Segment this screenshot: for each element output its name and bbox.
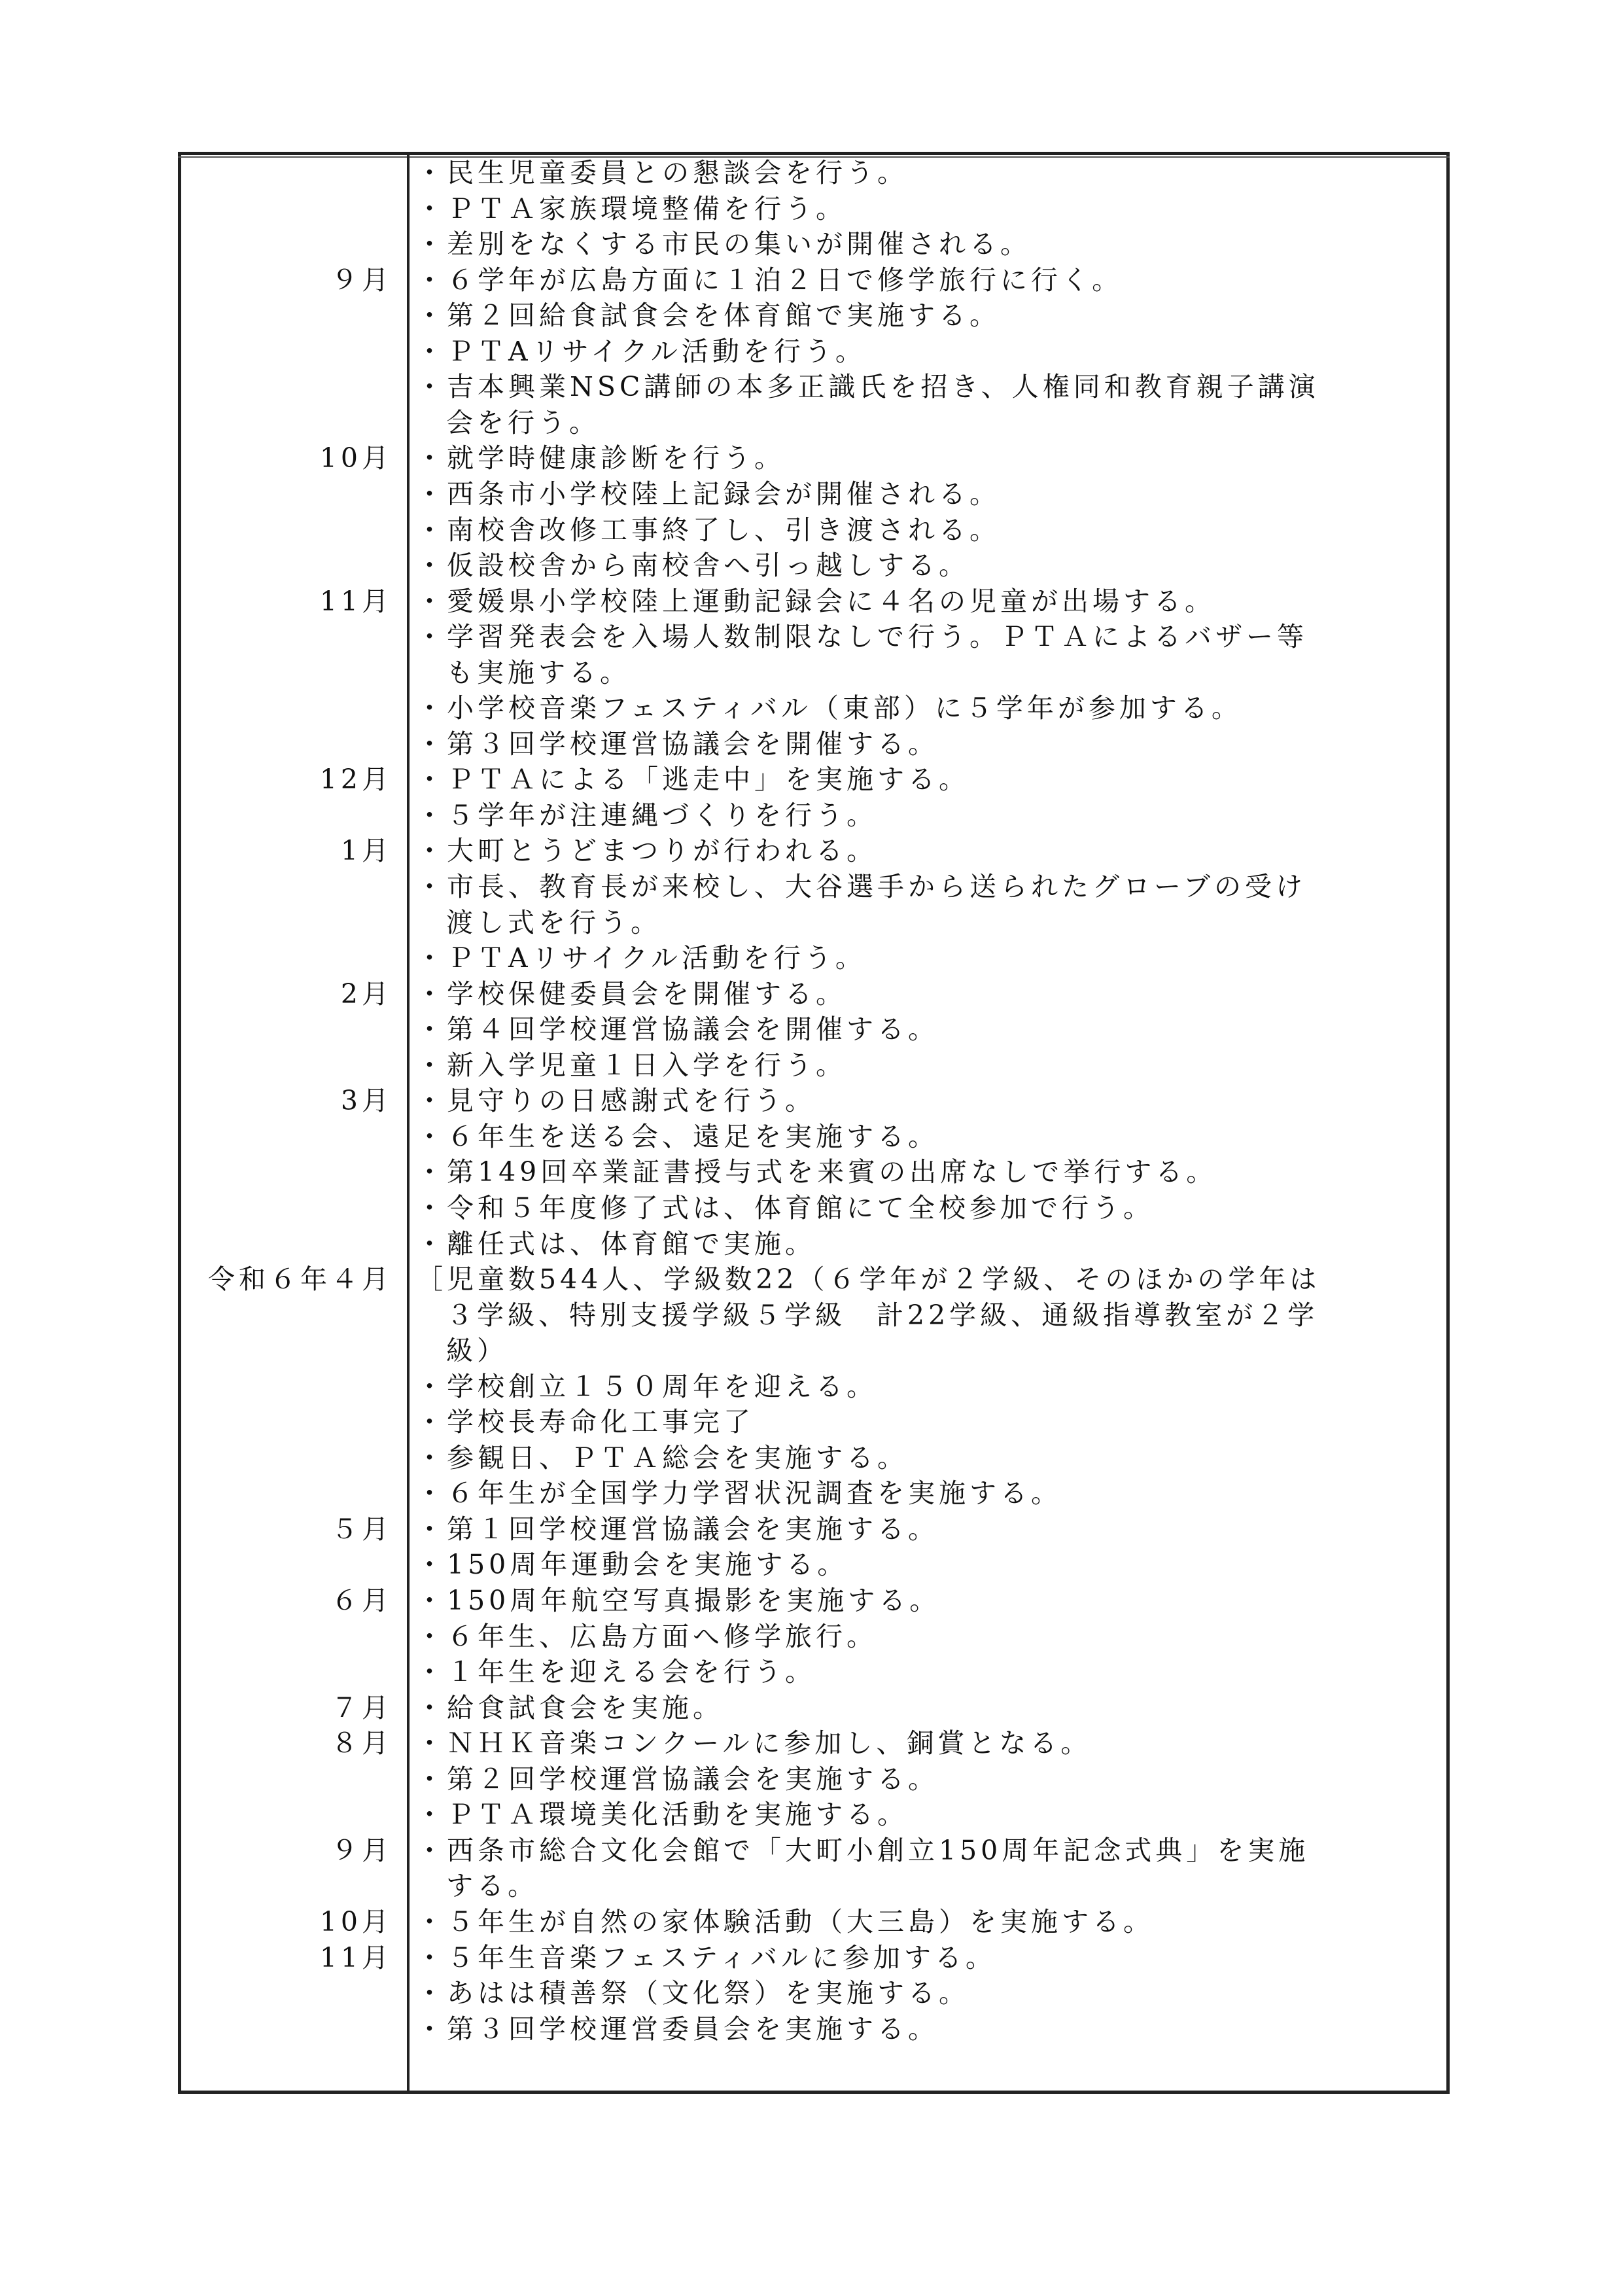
event-text: ・150周年航空写真撮影を実施する。 [416, 1585, 941, 1616]
month-cell: 11月 [319, 1941, 393, 1973]
event-text: ・愛媛県小学校陸上運動記録会に４名の児童が出場する。 [416, 585, 1215, 617]
table-row [0, 1119, 1623, 1154]
table-row [0, 726, 1623, 762]
table-row [0, 1583, 1623, 1618]
event-text: ・第３回学校運営委員会を実施する。 [416, 2013, 939, 2045]
table-row [0, 940, 1623, 976]
event-text: ・第４回学校運営協議会を開催する。 [416, 1014, 939, 1046]
table-row [0, 833, 1623, 868]
month-cell: 3月 [340, 1085, 393, 1117]
event-text: ・民生児童委員との懇談会を行う。 [416, 157, 908, 188]
table-row [0, 1012, 1623, 1047]
table-row [0, 1725, 1623, 1761]
table-row [0, 1440, 1623, 1475]
month-cell: ９月 [331, 1834, 393, 1866]
table-row [0, 1654, 1623, 1689]
month-cell: 12月 [319, 764, 393, 796]
month-cell: ６月 [331, 1585, 393, 1616]
table-row [0, 1940, 1623, 1975]
table-row [0, 334, 1623, 369]
table-row [0, 762, 1623, 797]
table-row [0, 1619, 1623, 1654]
table-row [0, 1547, 1623, 1582]
event-text: ・６年生、広島方面へ修学旅行。 [416, 1620, 877, 1652]
table-row [0, 1298, 1623, 1333]
event-text: ・あはは積善祭（文化祭）を実施する。 [416, 1977, 969, 2009]
month-cell: 10月 [319, 442, 393, 474]
month-cell: 令和６年４月 [208, 1263, 393, 1296]
month-cell: ５月 [331, 1513, 393, 1545]
event-text: ・１年生を迎える会を行う。 [416, 1656, 816, 1688]
month-cell: 10月 [319, 1905, 393, 1937]
table-row [0, 1761, 1623, 1797]
event-text: ・第２回給食試食会を体育館で実施する。 [416, 300, 1000, 332]
month-cell: ７月 [331, 1691, 393, 1723]
event-text: ・離任式は、体育館で実施。 [416, 1227, 816, 1260]
event-text: ・就学時健康診断を行う。 [416, 442, 785, 474]
table-row [0, 298, 1623, 333]
table-row [0, 584, 1623, 619]
event-text: ・南校舎改修工事終了し、引き渡される。 [416, 514, 1000, 546]
table-row [0, 1154, 1623, 1190]
table-row [0, 655, 1623, 690]
event-text: ・ＰＴＡによる「逃走中」を実施する。 [416, 764, 969, 796]
event-text: ・６学年が広島方面に１泊２日で修学旅行に行く。 [416, 264, 1123, 296]
table-row [0, 1511, 1623, 1547]
table-row [0, 1475, 1623, 1511]
event-text: ・150周年運動会を実施する。 [416, 1549, 848, 1581]
table-row [0, 1868, 1623, 1903]
event-text: ・給食試食会を実施。 [416, 1691, 724, 1723]
table-row [0, 690, 1623, 726]
event-text: ・ＰＴAリサイクル活動を行う。 [416, 942, 866, 974]
table-row [0, 1975, 1623, 2011]
table-row [0, 1369, 1623, 1404]
event-text: ・ＰＴAリサイクル活動を行う。 [416, 335, 866, 367]
event-text: ・見守りの日感謝式を行う。 [416, 1085, 816, 1117]
table-row [0, 440, 1623, 476]
month-cell: 2月 [340, 978, 393, 1010]
table-row [0, 226, 1623, 262]
event-text: も実施する。 [446, 656, 631, 688]
table-row [0, 405, 1623, 440]
table-row [0, 1797, 1623, 1832]
table-row [0, 1833, 1623, 1868]
month-cell: 1月 [340, 835, 393, 867]
table-row [0, 1083, 1623, 1118]
event-text: ・第２回学校運営協議会を実施する。 [416, 1763, 939, 1795]
table-row [0, 798, 1623, 833]
event-text: ・ＮＨＫ音楽コンクールに参加し、銅賞となる。 [416, 1727, 1092, 1759]
table-row [0, 976, 1623, 1012]
table-row [0, 905, 1623, 940]
table-row [0, 2011, 1623, 2047]
event-text: ・仮設校舎から南校舎へ引っ越しする。 [416, 550, 969, 582]
event-text: ・新入学児童１日入学を行う。 [416, 1049, 846, 1081]
event-text: ・参観日、ＰＴＡ総会を実施する。 [416, 1441, 908, 1474]
event-text: ・小学校音楽フェスティバル（東部）に５学年が参加する。 [416, 692, 1242, 724]
table-row [0, 1226, 1623, 1262]
table-row [0, 1404, 1623, 1439]
event-text: ・５学年が注連縄づくりを行う。 [416, 799, 877, 831]
event-text: 渡し式を行う。 [446, 906, 661, 938]
month-cell: 11月 [319, 585, 393, 617]
table-row [0, 869, 1623, 904]
table-row [0, 1904, 1623, 1939]
event-text: ［児童数544人、学級数22（６学年が２学級、そのほかの学年は [416, 1263, 1321, 1296]
event-text: ・６年生が全国学力学習状況調査を実施する。 [416, 1477, 1062, 1510]
table-row [0, 1262, 1623, 1297]
event-text: ・５年生が自然の家体験活動（大三島）を実施する。 [416, 1905, 1154, 1937]
event-text: ・学校創立１５０周年を迎える。 [416, 1370, 877, 1402]
event-text: ・ＰＴＡ環境美化活動を実施する。 [416, 1799, 908, 1831]
table-row [0, 1190, 1623, 1226]
table-row [0, 262, 1623, 298]
month-cell: ９月 [331, 264, 393, 296]
table-row [0, 476, 1623, 512]
event-text: する。 [446, 1870, 538, 1902]
table-row [0, 155, 1623, 190]
month-cell: ８月 [331, 1727, 393, 1759]
event-text: ・第３回学校運営協議会を開催する。 [416, 728, 939, 760]
table-row [0, 191, 1623, 226]
table-row [0, 619, 1623, 654]
table-row [0, 1048, 1623, 1083]
table-row [0, 1690, 1623, 1725]
event-text: 級） [446, 1335, 508, 1367]
table-row [0, 548, 1623, 583]
event-text: ・６年生を送る会、遠足を実施する。 [416, 1120, 939, 1152]
event-text: ・５年生音楽フェスティバルに参加する。 [416, 1941, 996, 1973]
event-text: ・令和５年度修了式は、体育館にて全校参加で行う。 [416, 1192, 1154, 1224]
table-row [0, 1333, 1623, 1368]
event-text: ・市長、教育長が来校し、大谷選手から送られたグローブの受け [416, 871, 1306, 902]
table-row [0, 369, 1623, 404]
event-text: ・差別をなくする市民の集いが開催される。 [416, 228, 1031, 260]
event-text: ・第149回卒業証書授与式を来賓の出席なしで挙行する。 [416, 1156, 1217, 1188]
event-text: ・学習発表会を入場人数制限なしで行う。ＰＴＡによるバザー等 [416, 621, 1308, 653]
table-row [0, 512, 1623, 548]
event-text: ・学校長寿命化工事完了 [416, 1406, 754, 1438]
event-text: ・西条市小学校陸上記録会が開催される。 [416, 478, 1000, 510]
event-text: 会を行う。 [446, 406, 600, 438]
event-text: ３学級、特別支援学級５学級 計22学級、通級指導教室が２学 [446, 1299, 1319, 1331]
event-text: ・第１回学校運営協議会を実施する。 [416, 1513, 939, 1545]
event-text: ・西条市総合文化会館で「大町小創立150周年記念式典」を実施 [416, 1834, 1310, 1866]
event-text: ・ＰＴＡ家族環境整備を行う。 [416, 192, 846, 224]
event-text: ・学校保健委員会を開催する。 [416, 978, 846, 1010]
event-text: ・吉本興業NSC講師の本多正識氏を招き、人権同和教育親子講演 [416, 371, 1319, 403]
event-text: ・大町とうどまつりが行われる。 [416, 835, 877, 867]
